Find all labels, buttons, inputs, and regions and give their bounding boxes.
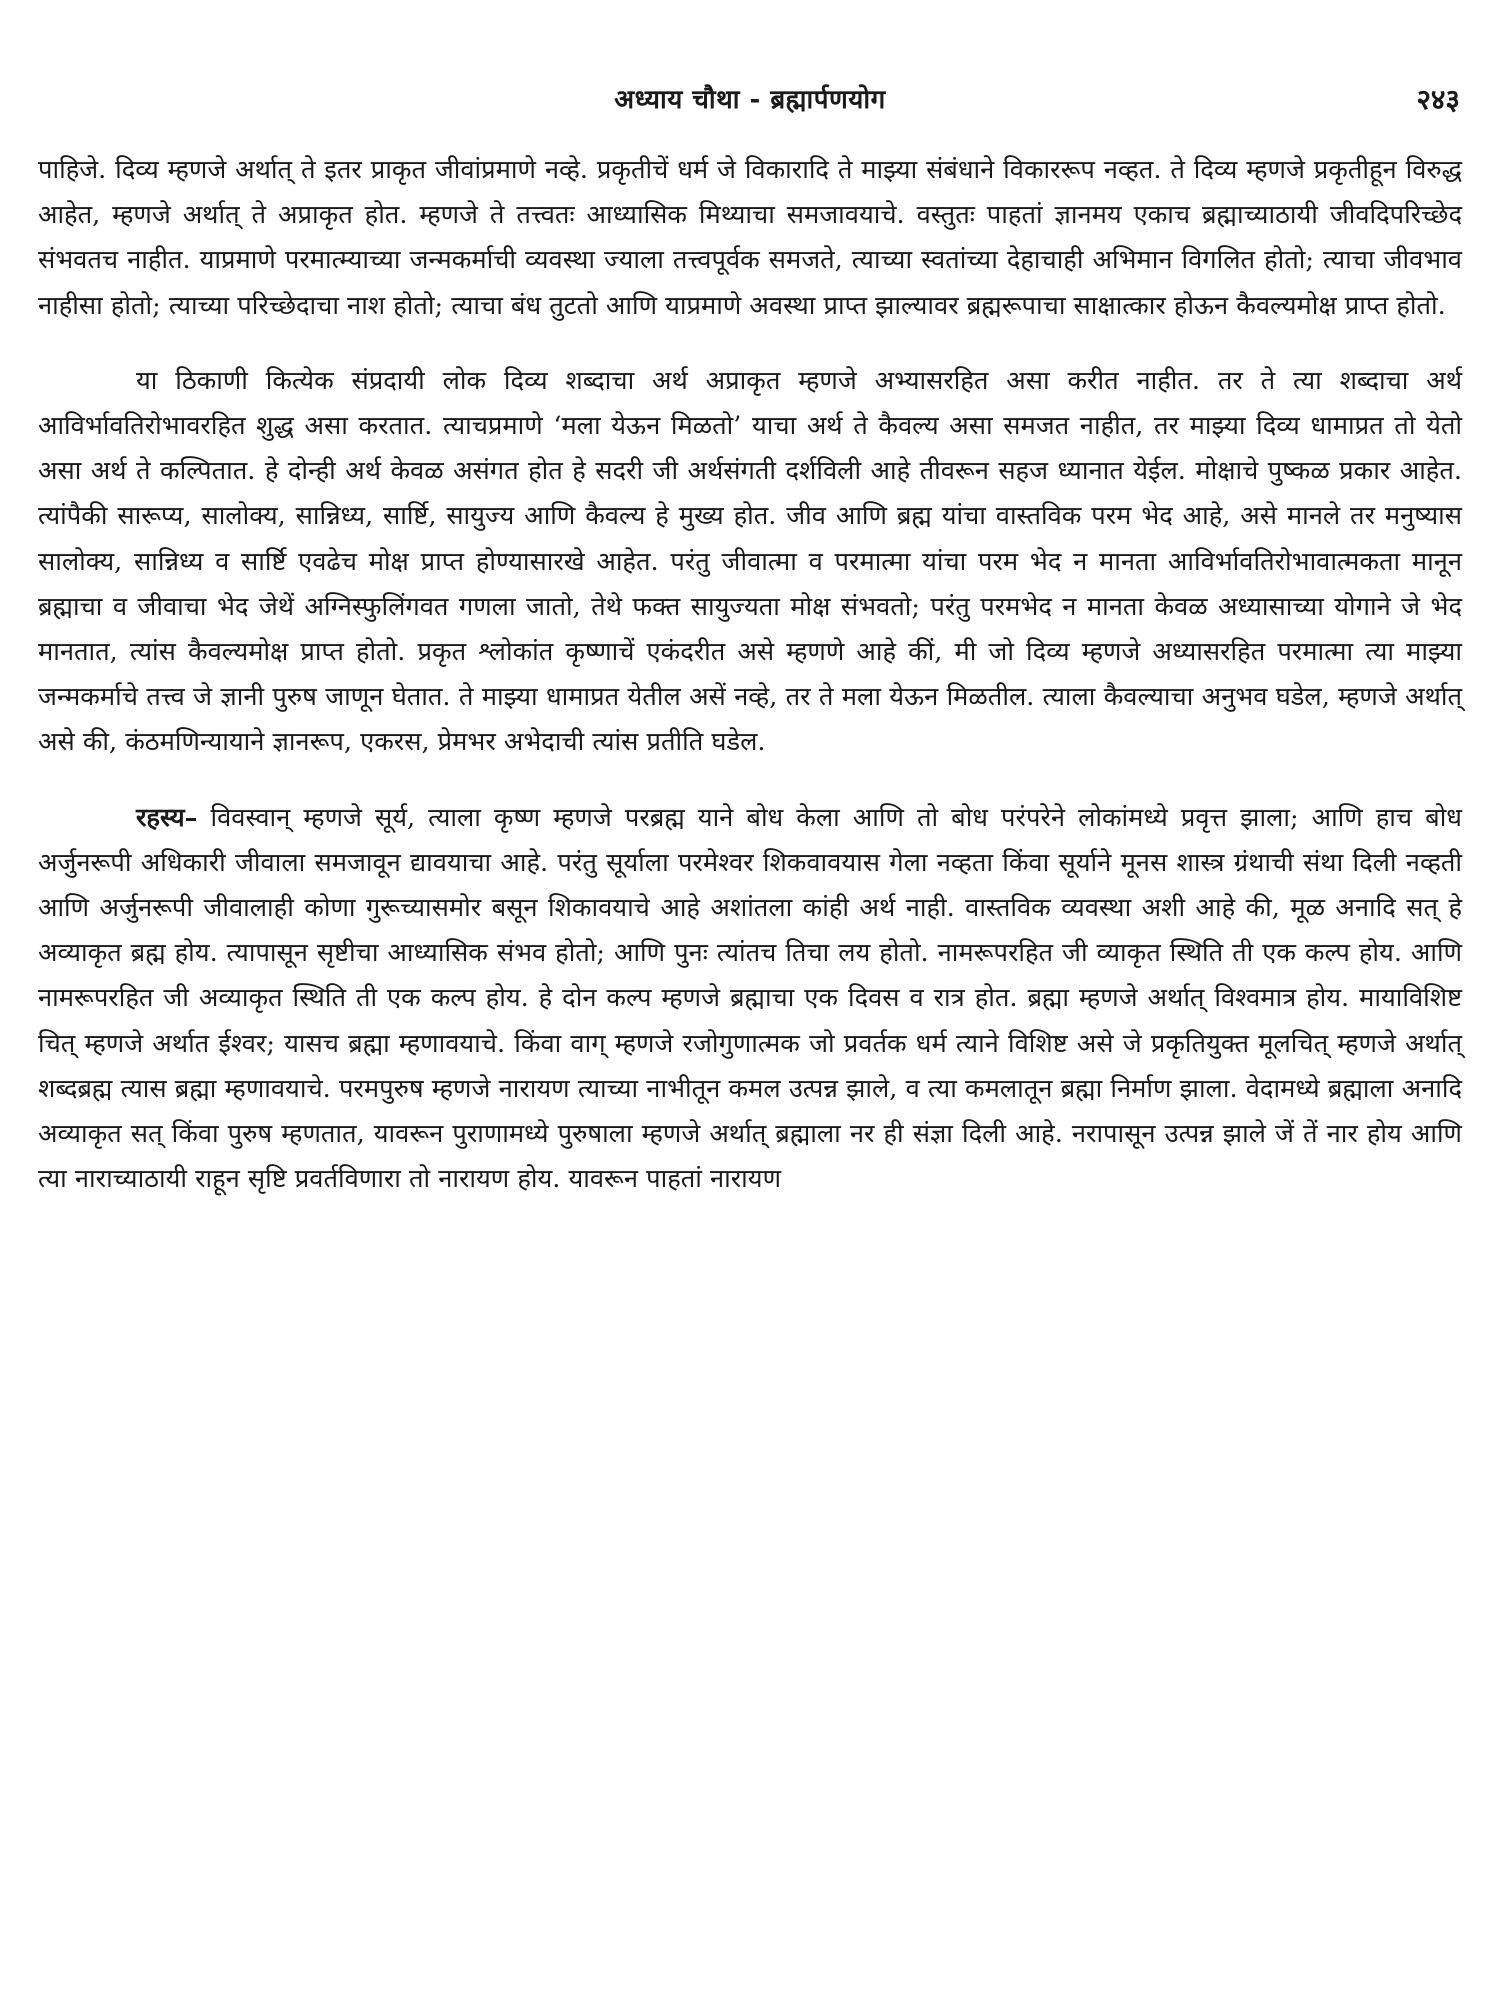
- page-body: [38, 148, 1462, 1232]
- paragraph-text: विवस्वान् म्हणजे सूर्य, त्याला कृष्ण म्हणजे परब्रह्म याने बोध केला आणि तो बोध परंपरेने लोकांमध्ये प्रवृत्त झाला; आणि हाच बोध अर्जुनरूपी अधिकारी जीवाला समजावून द्यावयाचा आहे. परंतु सूर्याला परमेश्वर शिकवावयास गेला नव्हता किंवा सूर्याने मूनस शास्त्र ग्रंथाची संथा दिली नव्हती आणि अर्जुनरूपी जीवालाही कोणा गुरूच्यासमोर बसून शिकावयाचे आहे अशांतला कांही अर्थ नाही. वास्तविक व्यवस्था अशी आहे की, मूळ अनादि सत् हे अव्याकृत ब्रह्म होय. त्यापासून सृष्टीचा आध्यासिक संभव होतो; आणि पुनः त्यांतच तिचा लय होतो. नामरूपरहित जी व्याकृत स्थिति ती एक कल्प होय. आणि नामरूपरहित जी अव्याकृत स्थिति ती एक कल्प होय. हे दोन कल्प म्हणजे ब्रह्माचा एक दिवस व रात्र होत. ब्रह्मा म्हणजे अर्थात् विश्वमात्र होय. मायाविशिष्ट चित् म्हणजे अर्थात ईश्वर; यासच ब्रह्मा म्हणावयाचे. किंवा वाग् म्हणजे रजोगुणात्मक जो प्रवर्तक धर्म त्याने विशिष्ट असे जे प्रकृतियुक्त मूलचित् म्हणजे अर्थात् शब्दब्रह्म त्यास ब्रह्मा म्हणावयाचे. परमपुरुष म्हणजे नारायण त्याच्या नाभीतून कमल उत्पन्न झाले, व त्या कमलातून ब्रह्मा निर्माण झाला. वेदामध्ये ब्रह्माला अनादि अव्याकृत सत् किंवा पुरुष म्हणतात, यावरून पुराणामध्ये पुरुषाला म्हणजे अर्थात् ब्रह्माला नर ही संज्ञा दिली आहे. नरापासून उत्पन्न झाले जें तें नार होय आणि त्या नाराच्याठायी राहून सृष्टि प्रवर्तविणारा तो नारायण होय. यावरून पाहतां नारायण: [38, 802, 1462, 1195]
- paragraph-1: [38, 148, 1462, 329]
- running-header: [40, 80, 1460, 120]
- page-number: २४३: [1416, 83, 1460, 116]
- paragraph-text: पाहिजे. दिव्य म्हणजे अर्थात् ते इतर प्राकृत जीवांप्रमाणे नव्हे. प्रकृतीचें धर्म जे विकारादि ते माझ्या संबंधाने विकाररूप नव्हत. ते दिव्य म्हणजे प्रकृतीहून विरुद्ध आहेत, म्हणजे अर्थात् ते अप्राकृत होत. म्हणजे ते तत्त्वतः आध्यासिक मिथ्याचा समजावयाचे. वस्तुतः पाहतां ज्ञानमय एकाच ब्रह्माच्याठायी जीवदिपरिच्छेद संभवतच नाहीत. याप्रमाणे परमात्म्याच्या जन्मकर्माची व्यवस्था ज्याला तत्त्वपूर्वक समजते, त्याच्या स्वतांच्या देहाचाही अभिमान विगलित होतो; त्याचा जीवभाव नाहीसा होतो; त्याच्या परिच्छेदाचा नाश होतो; त्याचा बंध तुटतो आणि याप्रमाणे अवस्था प्राप्त झाल्यावर ब्रह्मरूपाचा साक्षात्कार होऊन कैवल्यमोक्ष प्राप्त होतो.: [38, 155, 1462, 321]
- paragraph-2: [38, 359, 1462, 766]
- paragraph-text: या ठिकाणी कित्येक संप्रदायी लोक दिव्य शब्दाचा अर्थ अप्राकृत म्हणजे अभ्यासरहित असा करीत नाहीत. तर ते त्या शब्दाचा अर्थ आविर्भावतिरोभावरहित शुद्ध असा करतात. त्याचप्रमाणे ‘मला येऊन मिळतो’ याचा अर्थ ते कैवल्य असा समजत नाहीत, तर माझ्या दिव्य धामाप्रत तो येतो असा अर्थ ते कल्पितात. हे दोन्ही अर्थ केवळ असंगत होत हे सदरी जी अर्थसंगती दर्शविली आहे तीवरून सहज ध्यानात येईल. मोक्षाचे पुष्कळ प्रकार आहेत. त्यांपैकी सारूप्य, सालोक्य, सान्निध्य, सार्ष्टि, सायुज्य आणि कैवल्य हे मुख्य होत. जीव आणि ब्रह्म यांचा वास्तविक परम भेद आहे, असे मानले तर मनुष्यास सालोक्य, सान्निध्य व सार्ष्टि एवढेच मोक्ष प्राप्त होण्यासारखे आहेत. परंतु जीवात्मा व परमात्मा यांचा परम भेद न मानता आविर्भावतिरोभावात्मकता मानून ब्रह्माचा व जीवाचा भेद जेथें अग्निस्फुलिंगवत गणला जातो, तेथे फक्त सायुज्यता मोक्ष संभवतो; परंतु परमभेद न मानता केवळ अध्यासाच्या योगाने जे भेद मानतात, त्यांस कैवल्यमोक्ष प्राप्त होतो. प्रकृत श्लोकांत कृष्णाचें एकंदरीत असे म्हणणे आहे कीं, मी जो दिव्य म्हणजे अध्यासरहित परमात्मा त्या माझ्या जन्मकर्माचे तत्त्व जे ज्ञानी पुरुष जाणून घेतात. ते माझ्या धामाप्रत येतील असें नव्हे, तर ते मला येऊन मिळतील. त्याला कैवल्याचा अनुभव घडेल, म्हणजे अर्थात् असे की, कंठमणिन्यायाने ज्ञानरूप, एकरस, प्रेमभर अभेदाची त्यांस प्रतीति घडेल.: [38, 365, 1462, 758]
- paragraph-3: [38, 796, 1462, 1203]
- chapter-title: अध्याय चौथा - ब्रह्मार्पणयोग: [614, 85, 886, 115]
- rahasya-heading: रहस्य–: [136, 802, 198, 833]
